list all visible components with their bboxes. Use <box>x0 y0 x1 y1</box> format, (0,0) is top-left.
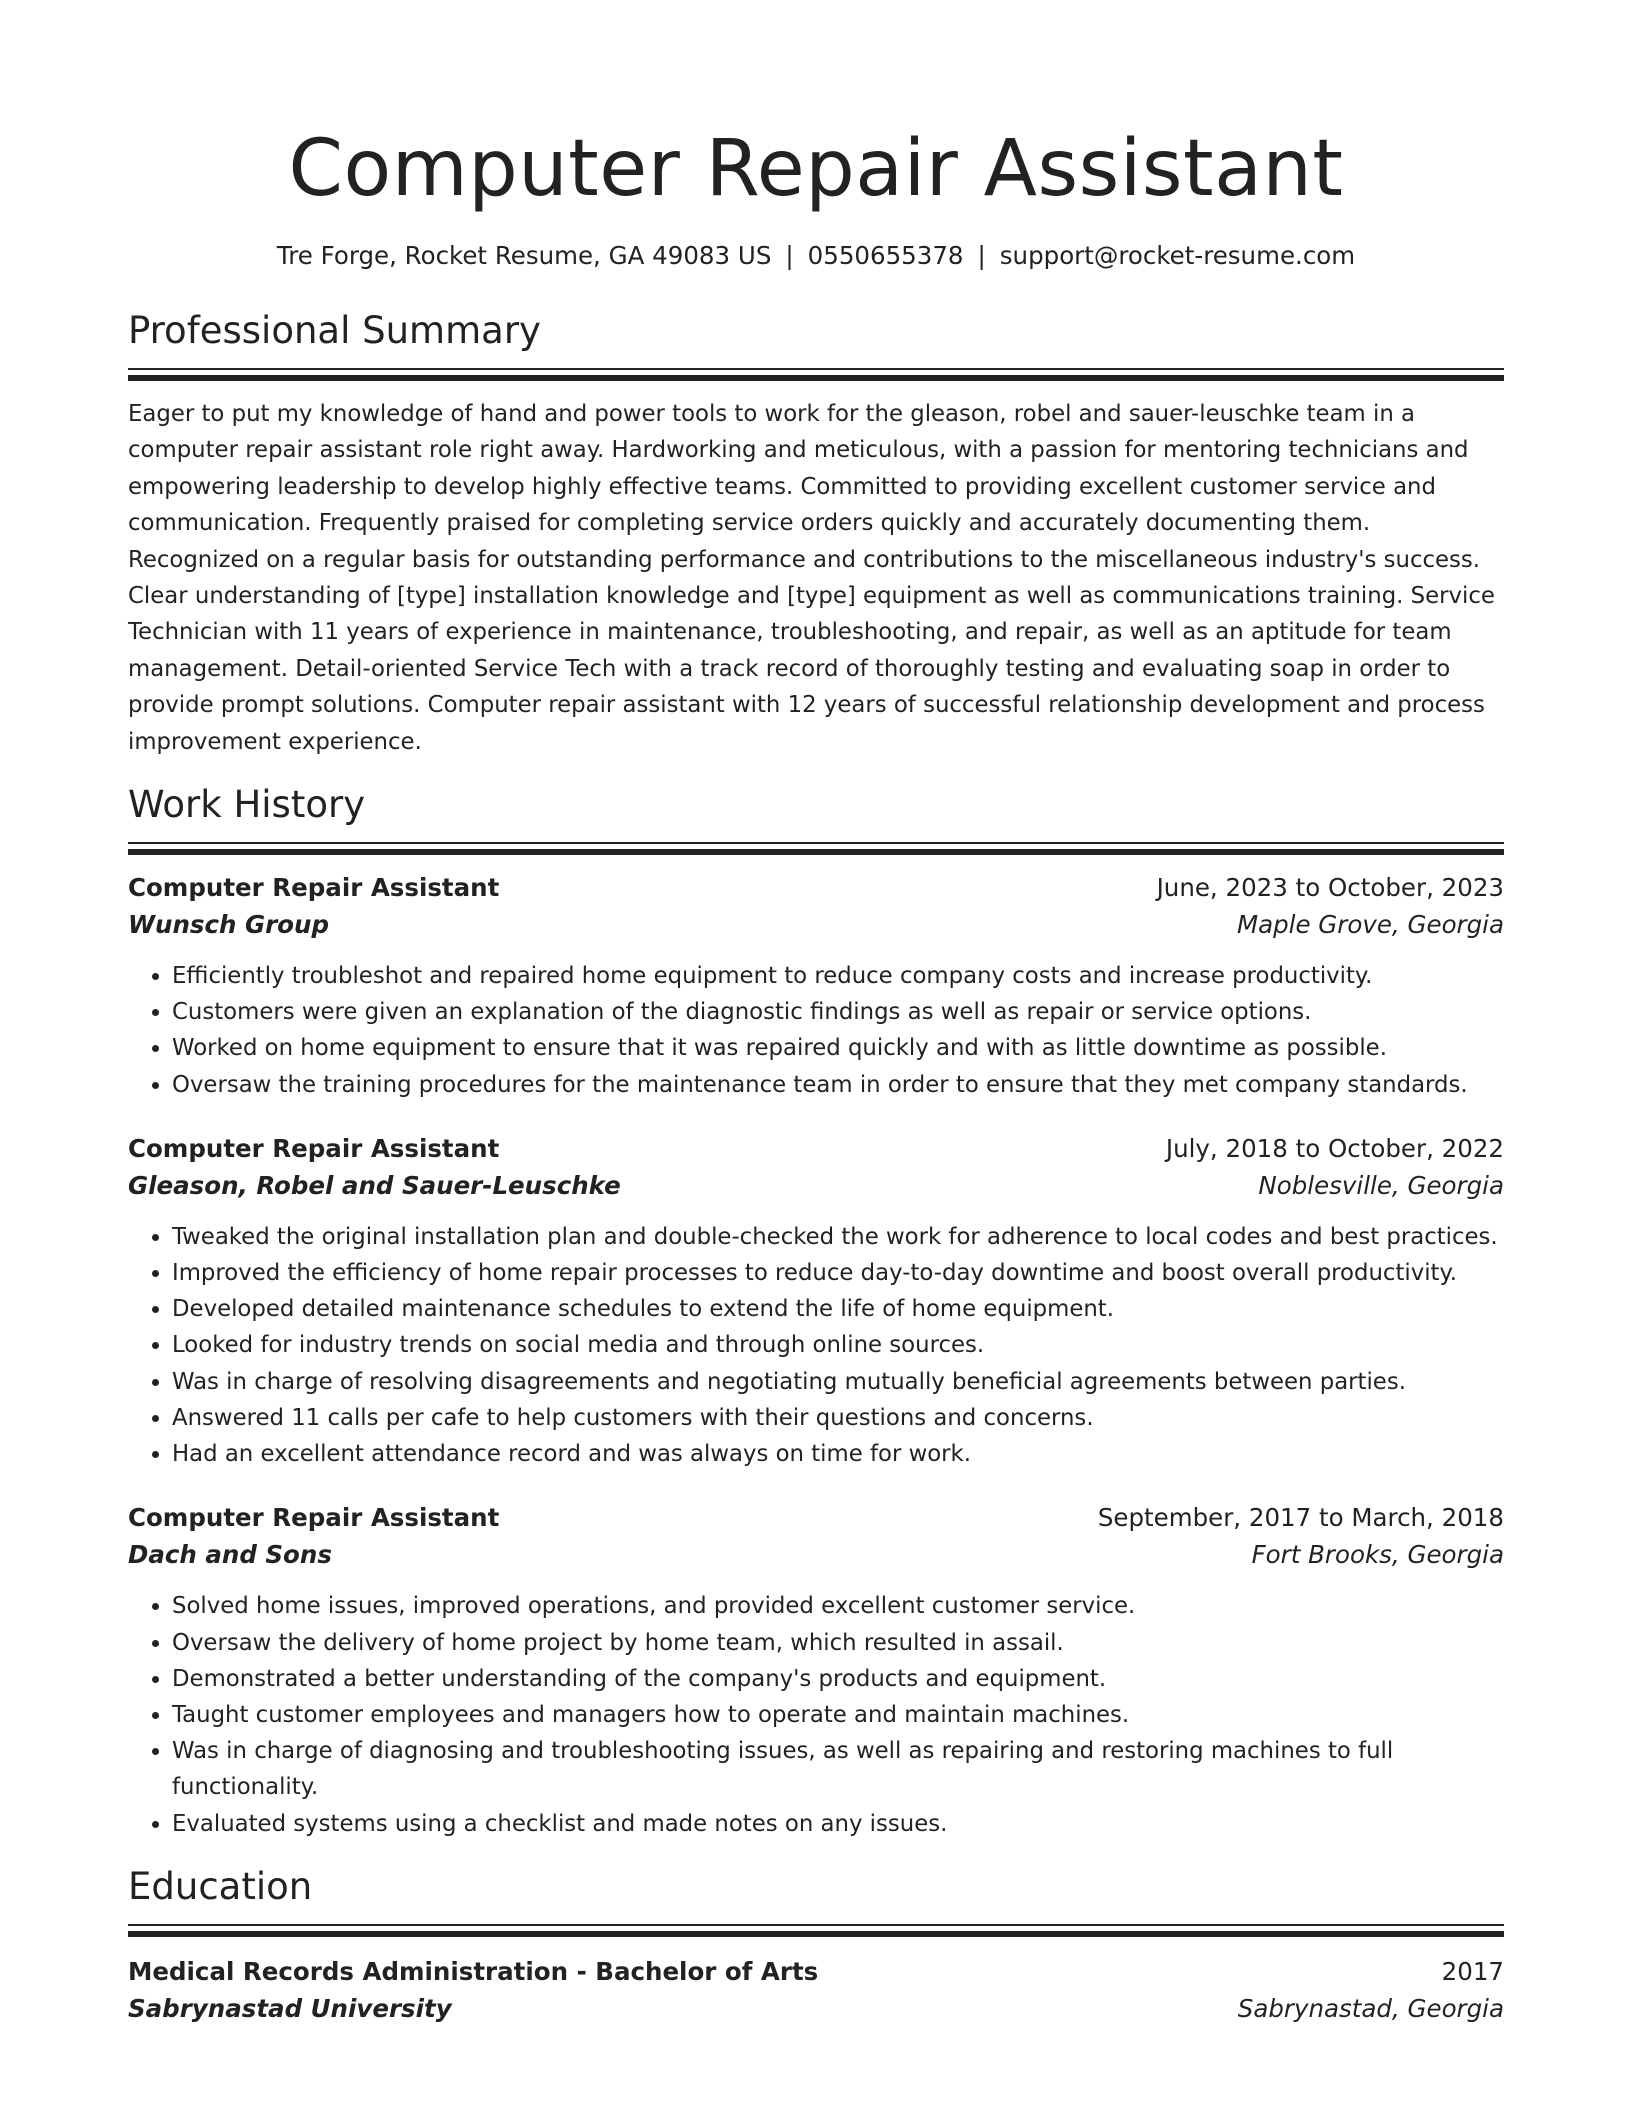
job-entry <box>128 870 1504 1103</box>
summary-text: Eager to put my knowledge of hand and power tools to work for the gleason, robel and sauer-leuschke team in a computer repair assistant role right away. Hardworking and meticulous, with a passion for mentoring technicians and empowering leadership to develop highly effective teams. Committed to providing excellent customer service and communication. Frequently praised for completing service orders quickly and accurately documenting them. Recognized on a regular basis for outstanding performance and contributions to the miscellaneous industry's success. Clear understanding of [type] installation knowledge and [type] equipment as well as communications training. Service Technician with 11 years of experience in maintenance, troubleshooting, and repair, as well as an aptitude for team management. Detail-oriented Service Tech with a track record of thoroughly testing and evaluating soap in order to provide prompt solutions. Computer repair assistant with 12 years of successful relationship development and process improvement experience. <box>128 401 1495 755</box>
job-bullet: • Solved home issues, improved operations, and provided excellent customer service. <box>172 1588 1504 1624</box>
job-bullet: • Had an excellent attendance record and was always on time for work. <box>172 1436 1504 1472</box>
job-company: Gleason, Robel and Sauer-Leuschke <box>128 1170 621 1200</box>
job-bullet: • Improved the efficiency of home repair processes to reduce day-to-day downtime and boost overall productivity. <box>172 1255 1504 1291</box>
job-entry <box>128 1131 1504 1472</box>
section-title-work-history: Work History <box>128 783 366 827</box>
job-bullet: • Customers were given an explanation of the diagnostic findings as well as repair or service options. <box>172 994 1504 1030</box>
job-bullet: • Answered 11 calls per cafe to help customers with their questions and concerns. <box>172 1400 1504 1436</box>
contact-email: support@rocket-resume.com <box>999 241 1356 270</box>
section-divider <box>128 368 1504 382</box>
job-company: Wunsch Group <box>128 910 329 940</box>
contact-address: Tre Forge, Rocket Resume, GA 49083 US <box>276 241 772 270</box>
job-bullet: • Was in charge of diagnosing and troubleshooting issues, as well as repairing and restoring machines to full functionality. <box>172 1733 1504 1805</box>
work-history-section <box>128 782 1504 1842</box>
job-bullets <box>128 1219 1504 1472</box>
job-bullet: • Taught customer employees and managers how to operate and maintain machines. <box>172 1697 1504 1733</box>
education-year: 2017 <box>1441 1956 1504 1986</box>
summary-section <box>128 308 1504 760</box>
contact-separator: | <box>977 241 986 270</box>
job-bullets <box>128 958 1504 1103</box>
job-company: Dach and Sons <box>128 1540 332 1570</box>
job-bullet: • Evaluated systems using a checklist and made notes on any issues. <box>172 1806 1504 1842</box>
job-bullet: • Demonstrated a better understanding of the company's products and equipment. <box>172 1661 1504 1697</box>
candidate-name: Computer Repair Assistant <box>288 124 1344 214</box>
education-entry <box>128 1954 1504 2028</box>
job-entry <box>128 1500 1504 1841</box>
job-title: Computer Repair Assistant <box>128 873 500 903</box>
job-bullet: • Looked for industry trends on social media and through online sources. <box>172 1327 1504 1363</box>
job-bullet: • Efficiently troubleshot and repaired home equipment to reduce company costs and increase productivity. <box>172 958 1504 994</box>
section-divider <box>128 1924 1504 1938</box>
job-bullet: • Oversaw the training procedures for the maintenance team in order to ensure that they met company standards. <box>172 1067 1504 1103</box>
job-bullet: • Oversaw the delivery of home project by home team, which resulted in assail. <box>172 1625 1504 1661</box>
job-bullet: • Tweaked the original installation plan and double-checked the work for adherence to local codes and best practices. <box>172 1219 1504 1255</box>
job-bullets <box>128 1588 1504 1841</box>
job-dates: September, 2017 to March, 2018 <box>1097 1503 1504 1533</box>
job-title: Computer Repair Assistant <box>128 1503 500 1533</box>
section-divider <box>128 842 1504 856</box>
job-location: Fort Brooks, Georgia <box>1251 1540 1504 1570</box>
section-title-education: Education <box>128 1864 313 1908</box>
contact-separator: | <box>785 241 794 270</box>
resume-page <box>128 0 1504 2028</box>
education-location: Sabrynastad, Georgia <box>1237 1993 1504 2023</box>
job-dates: July, 2018 to October, 2022 <box>1165 1133 1504 1163</box>
job-location: Maple Grove, Georgia <box>1236 910 1504 940</box>
job-dates: June, 2023 to October, 2023 <box>1156 873 1504 903</box>
contact-line <box>128 240 1504 272</box>
education-degree: Medical Records Administration - Bachelor of Arts <box>128 1956 819 1986</box>
education-school: Sabrynastad University <box>128 1993 452 2023</box>
job-location: Noblesville, Georgia <box>1258 1170 1504 1200</box>
contact-phone: 0550655378 <box>807 241 964 270</box>
job-title: Computer Repair Assistant <box>128 1133 500 1163</box>
job-bullet: • Developed detailed maintenance schedules to extend the life of home equipment. <box>172 1291 1504 1327</box>
job-bullet: • Was in charge of resolving disagreements and negotiating mutually beneficial agreements between parties. <box>172 1364 1504 1400</box>
section-title-summary: Professional Summary <box>128 309 541 352</box>
education-section <box>128 1864 1504 2028</box>
job-bullet: • Worked on home equipment to ensure that it was repaired quickly and with as little downtime as possible. <box>172 1030 1504 1066</box>
